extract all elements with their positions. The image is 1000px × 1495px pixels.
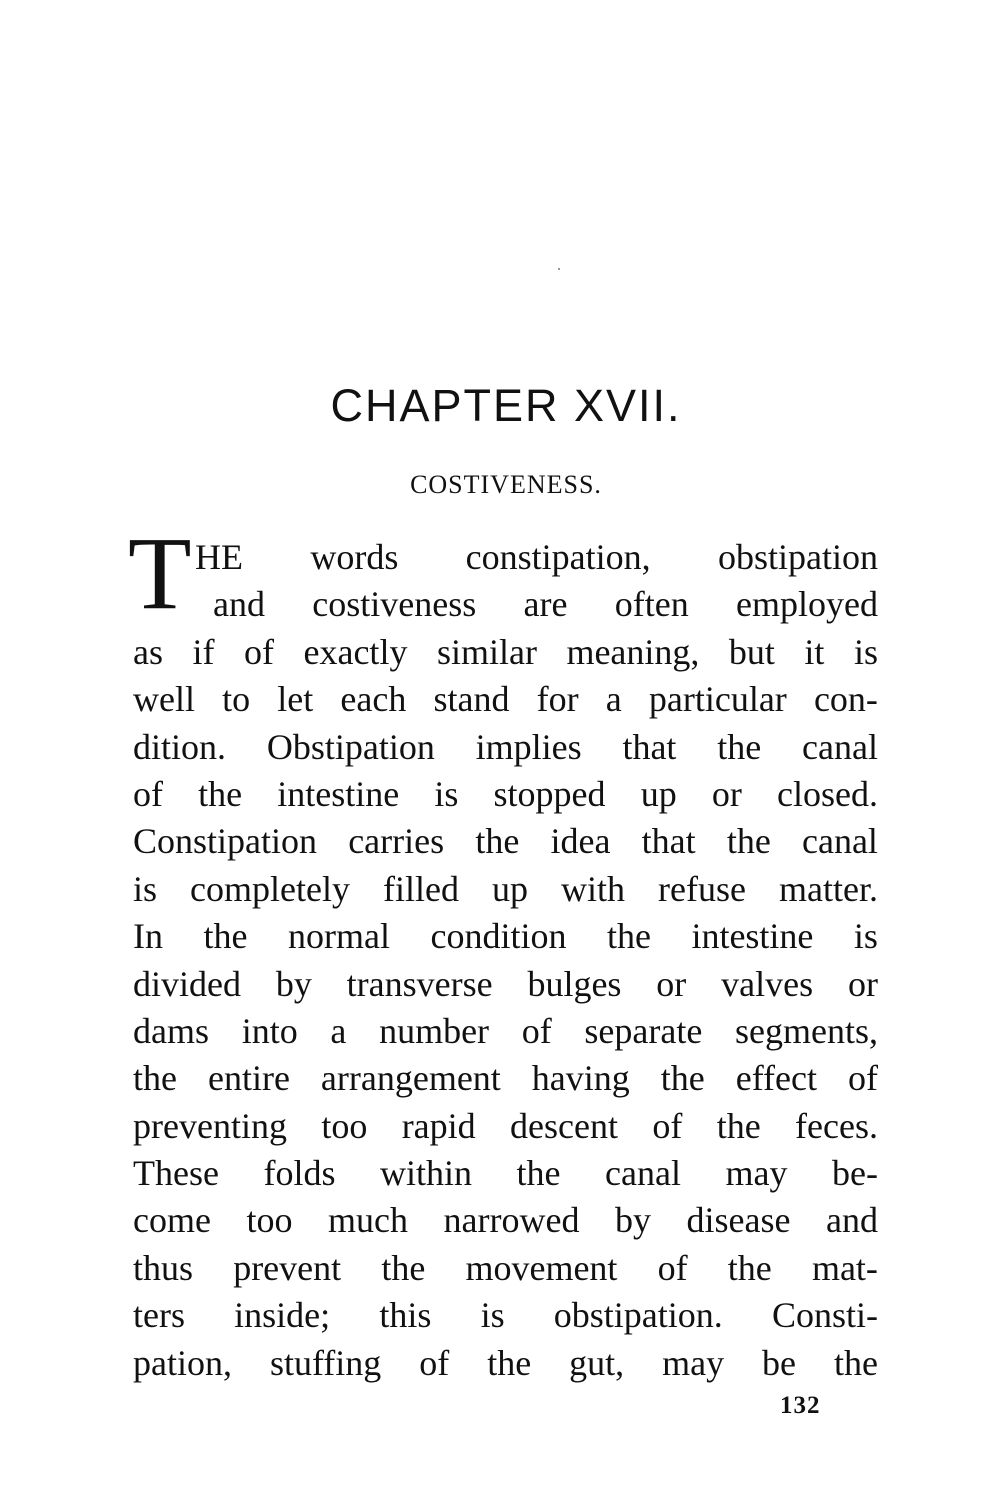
word: arrangement [320, 1058, 501, 1099]
word: and [825, 1200, 878, 1241]
word: divided [133, 963, 241, 1004]
word: implies [475, 726, 582, 767]
word: up [492, 868, 528, 909]
word: but [728, 631, 775, 672]
word: the [726, 821, 771, 862]
word: disease [686, 1200, 791, 1241]
word: rapid [401, 1105, 476, 1146]
text-line [133, 771, 878, 818]
word: the [198, 773, 243, 814]
text-line [133, 961, 878, 1008]
word: separate [584, 1010, 703, 1051]
text-line [133, 676, 878, 723]
word: pation, [133, 1342, 232, 1383]
word: preventing [133, 1105, 287, 1146]
word: feces. [795, 1105, 878, 1146]
word: or [847, 963, 878, 1004]
word: is [853, 631, 878, 672]
word: particular [648, 679, 787, 720]
text-line [133, 1055, 878, 1102]
word: dams [133, 1010, 209, 1051]
text-line [133, 1340, 878, 1387]
word: filled [383, 868, 459, 909]
word: of [419, 1342, 450, 1383]
text-line [133, 1008, 878, 1055]
word: carries [348, 821, 445, 862]
word: is [853, 916, 878, 957]
page-number: 132 [780, 1392, 821, 1419]
word: well [133, 679, 195, 720]
word: mat- [811, 1247, 878, 1288]
word: be [762, 1342, 797, 1383]
word: within [380, 1153, 473, 1194]
word: employed [736, 584, 878, 625]
chapter-title: CHAPTER XVII. [330, 380, 682, 431]
word: ters [133, 1295, 185, 1336]
word: words [310, 537, 399, 577]
word: having [531, 1058, 630, 1099]
text-line [133, 1197, 878, 1244]
word: the [516, 1153, 561, 1194]
word: is [480, 1295, 505, 1336]
word: that [622, 726, 677, 767]
word: may [662, 1342, 725, 1383]
word: with [561, 868, 626, 909]
word: of [244, 631, 274, 672]
word: the [133, 1058, 177, 1099]
section-title: COSTIVENESS. [410, 470, 602, 499]
word: condition [430, 916, 567, 957]
word: canal [802, 726, 878, 767]
word: if [192, 631, 215, 672]
word: valves [721, 963, 814, 1004]
word: the [727, 1247, 772, 1288]
word: by [275, 963, 312, 1004]
word: descent [510, 1105, 618, 1146]
word: canal [802, 821, 878, 862]
word: up [640, 773, 677, 814]
word: exactly [303, 631, 408, 672]
word: are [523, 584, 568, 625]
word: is [133, 868, 158, 909]
text-line [133, 724, 878, 771]
text-line [133, 1150, 878, 1197]
word: dition. [133, 726, 227, 767]
word: the [660, 1058, 705, 1099]
word: narrowed [443, 1200, 580, 1241]
word: too [321, 1105, 368, 1146]
word: of [652, 1105, 683, 1146]
word: by [614, 1200, 651, 1241]
word: meaning, [566, 631, 700, 672]
word: refuse [658, 868, 746, 909]
word: as [133, 631, 163, 672]
word: con- [813, 679, 878, 720]
word: entire [207, 1058, 290, 1099]
word: may [725, 1153, 788, 1194]
word: thus [133, 1247, 194, 1288]
word: In [133, 916, 163, 957]
word: bulges [527, 963, 622, 1004]
word: the [716, 1105, 761, 1146]
word: movement [465, 1247, 618, 1288]
text-line [133, 534, 878, 581]
word: idea [550, 821, 611, 862]
word: or [656, 963, 687, 1004]
word: come [133, 1200, 211, 1241]
word: the [203, 916, 248, 957]
text-line [133, 1103, 878, 1150]
word: this [379, 1295, 432, 1336]
text-line [133, 1292, 878, 1339]
word: Constipation [133, 821, 318, 862]
word: be- [831, 1153, 878, 1194]
word: HE [195, 537, 243, 577]
word: gut, [569, 1342, 625, 1383]
word: the [381, 1247, 426, 1288]
word: intestine [691, 916, 814, 957]
word: stuffing [269, 1342, 382, 1383]
word: is [434, 773, 459, 814]
word: it [804, 631, 825, 672]
stray-ink-mark [558, 268, 560, 270]
word: or [711, 773, 742, 814]
word: of [657, 1247, 688, 1288]
word: let [277, 679, 314, 720]
word: Obstipation [266, 726, 435, 767]
word: prevent [233, 1247, 342, 1288]
word: obstipation [717, 537, 878, 577]
word: matter. [779, 868, 878, 909]
word: stopped [493, 773, 606, 814]
word: much [328, 1200, 408, 1241]
text-line [133, 913, 878, 960]
word: These [133, 1153, 219, 1194]
word: stand [433, 679, 510, 720]
word: of [521, 1010, 552, 1051]
body-paragraph [133, 534, 878, 1387]
word: that [641, 821, 696, 862]
text-line [133, 818, 878, 865]
word: completely [190, 868, 350, 909]
text-line [133, 581, 878, 628]
word: normal [287, 916, 390, 957]
word: each [340, 679, 407, 720]
drop-cap: T [128, 516, 192, 631]
word: closed. [776, 773, 878, 814]
word: effect [735, 1058, 817, 1099]
word: the [475, 821, 520, 862]
word: intestine [277, 773, 400, 814]
word: similar [436, 631, 537, 672]
word: and [213, 584, 265, 625]
word: a [330, 1010, 347, 1051]
word: canal [605, 1153, 681, 1194]
word: the [487, 1342, 532, 1383]
word: a [605, 679, 622, 720]
word: folds [263, 1153, 336, 1194]
word: transverse [346, 963, 493, 1004]
word: inside; [234, 1295, 331, 1336]
word: the [606, 916, 651, 957]
word: costiveness [312, 584, 477, 625]
word: often [614, 584, 689, 625]
word: obstipation. [553, 1295, 723, 1336]
word: of [847, 1058, 878, 1099]
word: number [379, 1010, 490, 1051]
text-line [133, 1245, 878, 1292]
text-line [133, 629, 878, 676]
word: segments, [735, 1010, 878, 1051]
word: Consti- [771, 1295, 878, 1336]
word: to [222, 679, 251, 720]
text-line [133, 866, 878, 913]
word: the [833, 1342, 878, 1383]
word: for [536, 679, 579, 720]
word: the [717, 726, 762, 767]
word: of [133, 773, 163, 814]
word: into [241, 1010, 298, 1051]
word: constipation, [465, 537, 651, 577]
word: too [246, 1200, 293, 1241]
